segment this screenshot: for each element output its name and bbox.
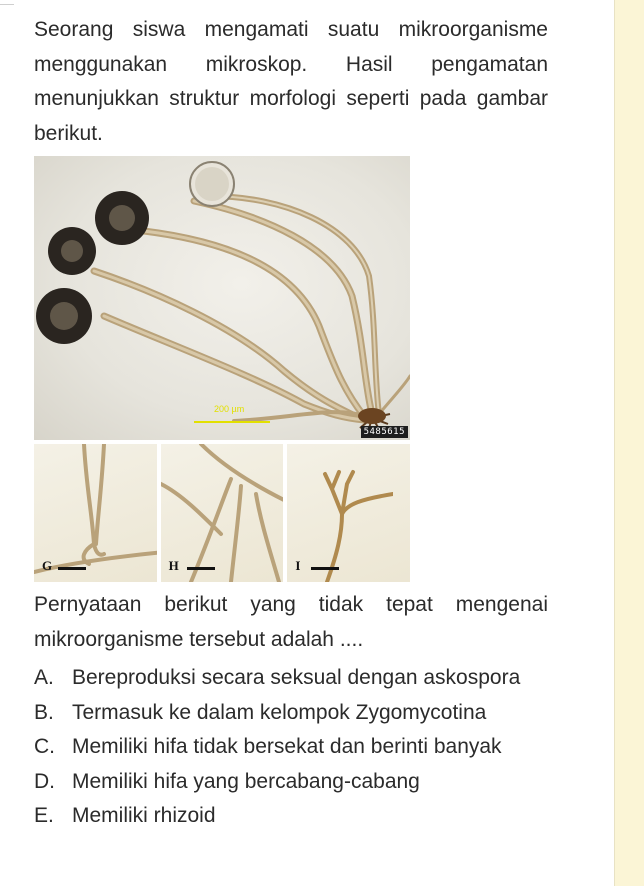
panel-h-scale [187, 567, 215, 570]
rhizoid-node [358, 408, 386, 424]
side-strip [614, 0, 644, 886]
option-text: Termasuk ke dalam kelompok Zygomycotina [72, 700, 487, 724]
option-a[interactable] [34, 661, 548, 696]
option-text: Bereproduksi secara seksual dengan askospora [72, 666, 521, 689]
panel-i-label: I [295, 558, 301, 573]
micrograph-main [34, 156, 410, 440]
option-letter: E. [34, 804, 54, 827]
sporangiophore-drawing [34, 156, 410, 440]
panel-g-label: G [42, 558, 53, 573]
photo-id-badge: 5485615 [361, 426, 408, 438]
panel-i [287, 444, 410, 582]
option-d[interactable] [34, 765, 548, 800]
panel-g-scale [58, 567, 86, 570]
option-c[interactable] [34, 730, 548, 765]
microscope-figure [34, 156, 410, 582]
option-letter: C. [34, 735, 55, 758]
option-text: Memiliki hifa tidak bersekat dan berinti banyak [72, 735, 502, 758]
scale-bar-label: 200 µm [214, 404, 245, 414]
question-prompt: Pernyataan berikut yang tidak tepat mengenai mikroorganisme tersebut adalah .... [34, 593, 548, 651]
option-text: Memiliki rhizoid [72, 804, 216, 827]
option-e[interactable] [34, 799, 548, 834]
corner-mark [0, 4, 14, 5]
panel-h-label: H [168, 558, 179, 573]
option-letter: A. [34, 666, 54, 689]
panel-i-scale [311, 567, 339, 570]
option-b[interactable] [34, 696, 548, 731]
option-text: Memiliki hifa yang bercabang-cabang [72, 769, 420, 793]
option-letter: B. [34, 700, 54, 724]
option-letter: D. [34, 769, 55, 793]
answer-options [34, 661, 548, 834]
micrograph-panels [34, 444, 410, 582]
panel-h [161, 444, 284, 582]
panel-g [34, 444, 157, 582]
question-intro: Seorang siswa mengamati suatu mikroorganisme menggunakan mikroskop. Hasil pengamatan menunjukkan struktur morfologi seperti pada gambar berikut. [34, 18, 548, 145]
question-card [34, 0, 548, 834]
